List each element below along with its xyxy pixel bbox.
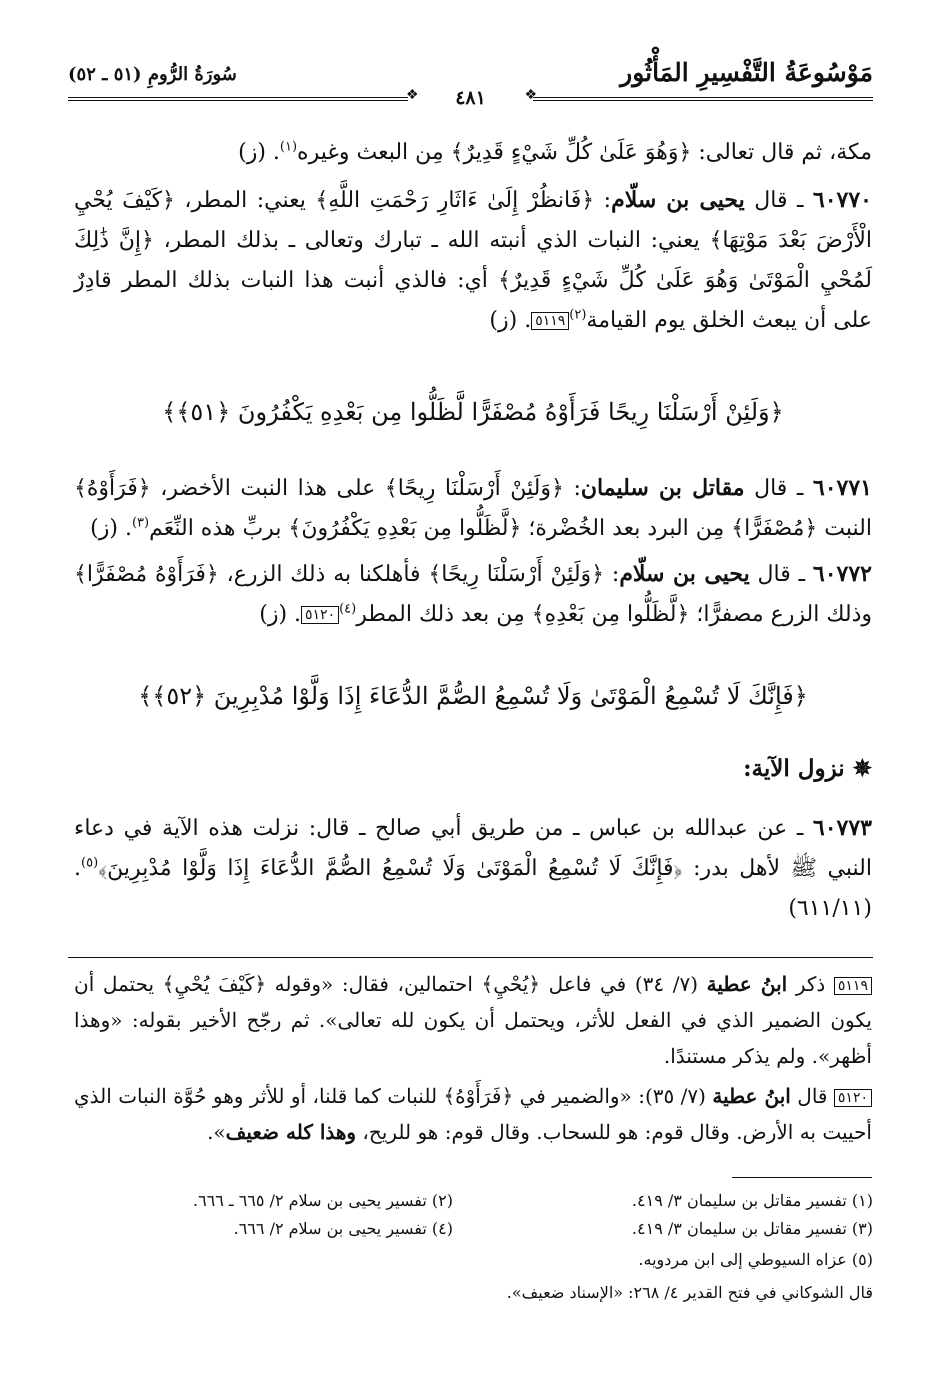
commentary-note-5119 (74, 966, 872, 1074)
note-text: (٧/ ٣٥): «والضمير في ﴿فَرَأَوْهُ﴾ للنبات كما قلنا، أو للأثر وهو حُوَّة النبات الذي أحييت به الأرض. وقال قوم: هو للسحاب. وقال قوم: هو للريح، (74, 1084, 872, 1144)
commentary-number-box: ٥١١٩ (834, 977, 872, 995)
commentary-number-box: ٥١٢٠ (834, 1089, 872, 1107)
commentary-ref-box[interactable]: ٥١٢٠ (301, 606, 339, 624)
paragraph (74, 133, 872, 173)
running-header (68, 58, 873, 109)
note-text: ذكر (787, 972, 834, 996)
footnote-ref[interactable]: (٥) (81, 855, 99, 871)
source-tag: . (ز) (238, 140, 280, 165)
source-tag: . (ز) (489, 308, 532, 333)
paragraph-60772 (74, 554, 872, 635)
source-tag: . (ز) (259, 602, 302, 627)
paragraph-60770 (74, 180, 872, 341)
reference-item: (٢) تفسير يحيى بن سلام ٢/ ٦٦٥ ـ ٦٦٦. (192, 1191, 453, 1210)
ornament-icon: ❖ (406, 87, 419, 103)
narrator-name: يحيى بن سلّام (611, 187, 745, 213)
narrator-name: يحيى بن سلّام (619, 561, 750, 587)
surah-title: سُورَةُ الرُّومِ (٥١ ـ ٥٢) (68, 64, 237, 85)
reference-item: (٤) تفسير يحيى بن سلام ٢/ ٦٦٦. (233, 1219, 453, 1238)
references (68, 1185, 873, 1335)
narration-number: ٦٠٧٧٣ (812, 815, 872, 841)
paragraph-text: ـ قال (744, 476, 813, 501)
verse-52: ﴿فَإِنَّكَ لَا تُسْمِعُ الْمَوْتَىٰ وَلَا تُسْمِعُ الصُّمَّ الدُّعَاءَ إِذَا وَلَّوْا مُدْبِرِينَ ﴿٥٢﴾﴾ (138, 682, 808, 710)
commentary-ref-box[interactable]: ٥١١٩ (531, 312, 569, 330)
paragraph-text: : ﴿وَلَئِنْ أَرْسَلْنَا رِيحًا﴾ فأهلكنا به ذلك الزرع، ﴿فَرَأَوْهُ مُصْفَرًّا﴾ وذلك الزرع مصفرًّا؛ ﴿لَّظَلُّوا مِن بَعْدِهِ﴾ مِن بعد ذلك المطر (74, 562, 872, 627)
reference-item: (١) تفسير مقاتل بن سليمان ٣/ ٤١٩. (631, 1191, 873, 1210)
paragraph-text: : ﴿فَانظُرْ إِلَىٰ ءَاثَارِ رَحْمَتِ اللَّهِ﴾ يعني: المطر، ﴿كَيْفَ يُحْيِ الْأَرْضَ بَعْدَ مَوْتِهَا﴾ يعني: النبات الذي أنبته الله ـ تبارك وتعالى ـ بذلك المطر، ﴿إِنَّ ذَٰلِكَ لَمُحْيِ الْمَوْتَىٰ وَهُوَ عَلَىٰ كُلِّ شَيْءٍ قَدِيرٌ﴾ أي: فالذي أنبت هذا النبات بذلك المطر قادِرٌ على أن يبعث الخلق يوم القيامة (74, 188, 872, 333)
note-emphasis: وهذا كله ضعيف (225, 1120, 357, 1144)
footnote-ref[interactable]: (١) (279, 139, 298, 155)
paragraph-60773 (74, 808, 872, 929)
source-tag: . (ز) (90, 516, 132, 541)
footnote-ref[interactable]: (٢) (569, 307, 587, 323)
narration-number: ٦٠٧٧١ (812, 475, 872, 501)
paragraph-text: : ﴿وَلَئِنْ أَرْسَلْنَا رِيحًا﴾ على هذا النبت الأخضر، ﴿فَرَأَوْهُ﴾ النبت ﴿مُصْفَرًّا﴾ مِن البرد بعد الخُضْرة؛ ﴿لَّظَلُّوا مِن بَعْدِهِ يَكْفُرُونَ﴾ بربِّ هذه النِّعَم (74, 476, 872, 541)
page-number: ٤٨١ (447, 87, 494, 109)
note-text: (٧/ ٣٤) في فاعل ﴿يُحْيِ﴾ احتمالين، فقال: «وقوله ﴿كَيْفَ يُحْيِ﴾ يحتمل أن يكون الضمير الذي في الفعل للأثر، ويحتمل أن يكون لله تعالى». ثم رجّح الأخير بقوله: «وهذا أظهر». ولم يذكر مستندًا. (74, 972, 872, 1068)
footnote-ref[interactable]: (٣) (131, 515, 150, 531)
scholar-name: ابنُ عطية (712, 1084, 791, 1108)
narration-number: ٦٠٧٧٢ (812, 561, 872, 587)
section-title: ✵ نزول الآية: (743, 755, 872, 782)
reference-item: قال الشوكاني في فتح القدير ٤/ ٢٦٨: «الإسناد ضعيف». (506, 1283, 873, 1302)
paragraph-text: مكة، ثم قال تعالى: ﴿وَهُوَ عَلَىٰ كُلِّ شَيْءٍ قَدِيرٌ﴾ مِن البعث وغيره (297, 140, 872, 165)
notes-rule (68, 957, 873, 958)
book-title: مَوْسُوعَةُ التَّفْسِيرِ المَأْثُور (620, 58, 873, 87)
reference-item: (٥) عزاه السيوطي إلى ابن مردويه. (638, 1250, 873, 1269)
note-text: ». (207, 1120, 226, 1144)
reference-item: (٣) تفسير مقاتل بن سليمان ٣/ ٤١٩. (631, 1219, 873, 1238)
ornament-icon: ❖ (524, 87, 537, 103)
paragraph-text: ـ عن عبدالله بن عباس ـ من طريق أبي صالح ـ قال: نزلت هذه الآية في دعاء النبي ﷺ لأهل بدر: ﴿فَإِنَّكَ لَا تُسْمِعُ الْمَوْتَىٰ وَلَا تُسْمِعُ الصُّمَّ الدُّعَاءَ إِذَا وَلَّوْا مُدْبِرِينَ﴾ (74, 816, 872, 881)
paragraph-text: ـ قال (744, 188, 813, 213)
note-text: قال (790, 1084, 834, 1108)
commentary-note-5120 (74, 1078, 872, 1150)
verse-51: ﴿وَلَئِنْ أَرْسَلْنَا رِيحًا فَرَأَوْهُ مُصْفَرًّا لَّظَلُّوا مِن بَعْدِهِ يَكْفُرُونَ ﴿٥١﴾﴾ (162, 398, 784, 426)
paragraph-text: ـ قال (749, 562, 813, 587)
narration-number: ٦٠٧٧٠ (812, 187, 872, 213)
scholar-name: ابنُ عطية (706, 972, 788, 996)
source-tag: . (٦١١/١١) (74, 856, 872, 921)
narrator-name: مقاتل بن سليمان (580, 475, 745, 501)
references-rule (732, 1177, 872, 1178)
paragraph-60771 (74, 468, 872, 549)
footnote-ref[interactable]: (٤) (339, 601, 357, 617)
